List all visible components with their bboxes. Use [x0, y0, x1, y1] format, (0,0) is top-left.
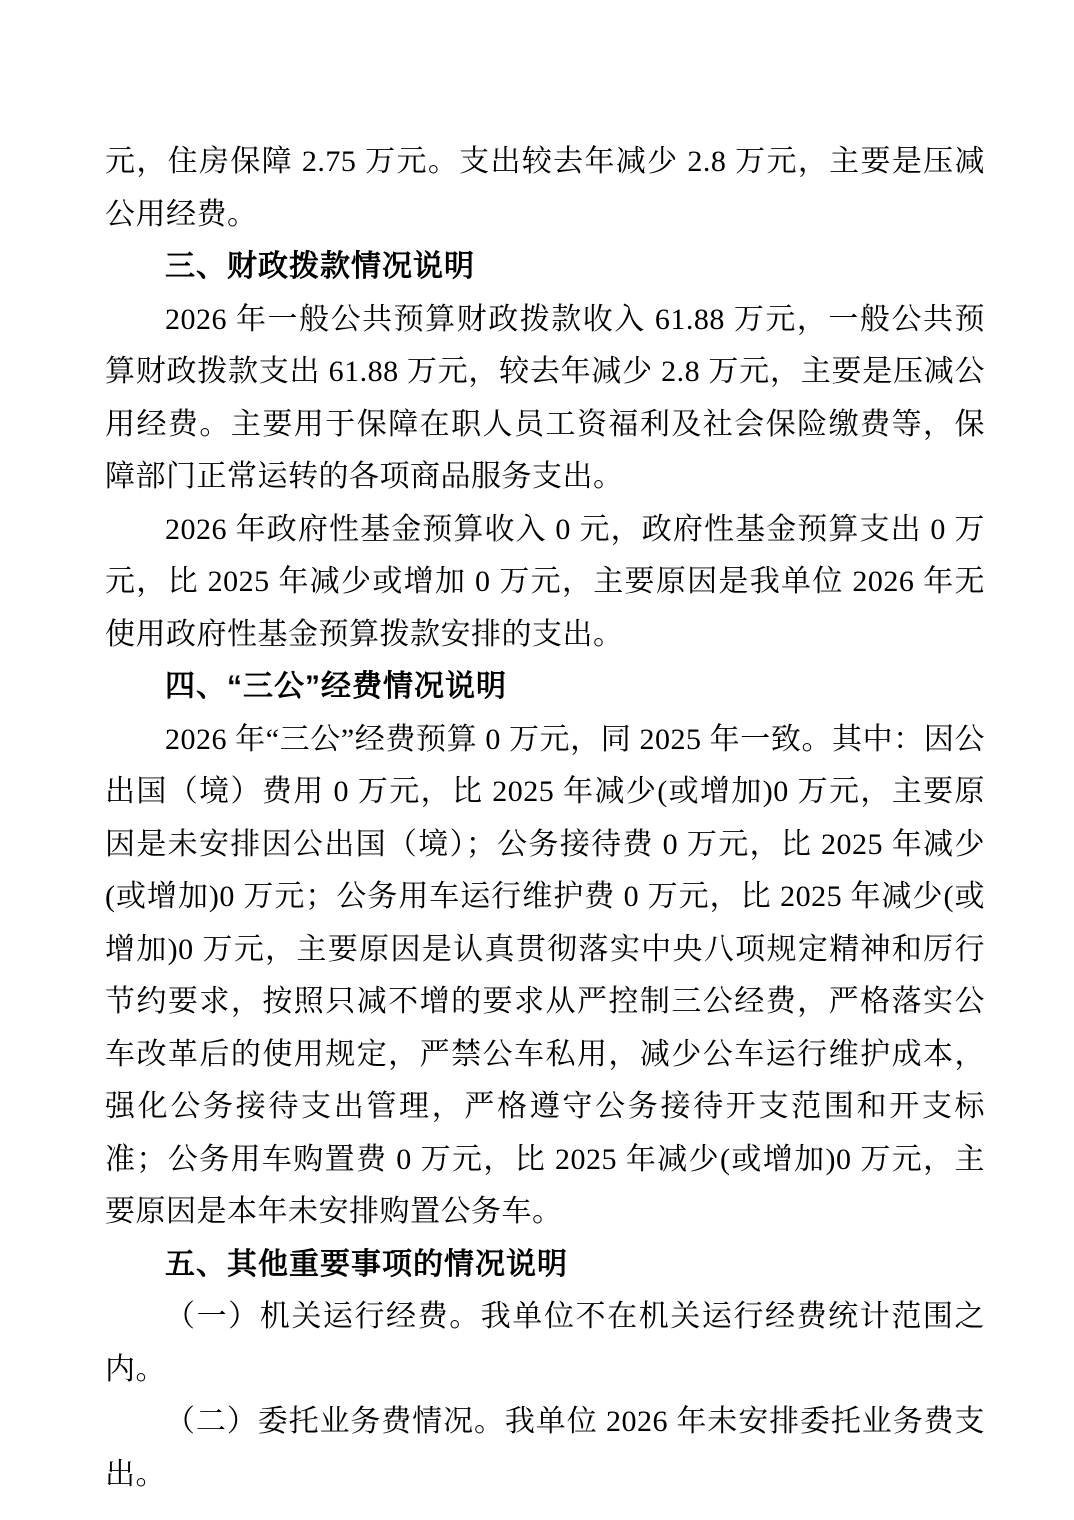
para-three-public-expenses-detail: 2026 年“三公”经费预算 0 万元，同 2025 年一致。其中：因公出国（境）费用 0 万元，比 2025 年减少(或增加)0 万元，主要原因是未安排因公出国（境）；公务接待费 0 万元，比 2025 年减少(或增加)0 万元；公务用车运行维护费 0 万元，比 2025 年减少(或增加)0 万元，主要原因是认真贯彻落实中央八项规定精神和厉行节约要求，按照只减不增的要求从严控制三公经费，严格落实公车改革后的使用规定，严禁公车私用，减少公车运行维护成本，强化公务接待支出管理，严格遵守公务接待开支范围和开支标准；公务用车购置费 0 万元，比 2025 年减少(或增加)0 万元，主要原因是本年未安排购置公务车。 — [105, 722, 985, 1228]
heading-section-five-other-important-matters: 五、其他重要事项的情况说明 — [165, 1247, 568, 1281]
heading-section-three-fiscal-appropriation: 三、财政拨款情况说明 — [165, 250, 475, 283]
para-agency-operating-funds: （一）机关运行经费。我单位不在机关运行经费统计范围之内。 — [105, 1300, 985, 1386]
para-general-public-budget: 2026 年一般公共预算财政拨款收入 61.88 万元，一般公共预算财政拨款支出 61.88 万元，较去年减少 2.8 万元，主要是压减公用经费。主要用于保障在职人员工资福利及社会保险缴费等，保障部门正常运转的各项商品服务支出。 — [105, 302, 985, 493]
para-government-fund-budget: 2026 年政府性基金预算收入 0 元，政府性基金预算支出 0 万元，比 2025 年减少或增加 0 万元，主要原因是我单位 2026 年无使用政府性基金预算拨款安排的支出。 — [105, 512, 985, 651]
heading-section-four-three-public-expenses: 四、“三公”经费情况说明 — [165, 670, 507, 703]
document-content — [105, 0, 985, 1501]
para-entrusted-service-fees: （二）委托业务费情况。我单位 2026 年未安排委托业务费支出。 — [105, 1405, 985, 1491]
para-previous-section-tail: 元，住房保障 2.75 万元。支出较去年减少 2.8 万元，主要是压减公用经费。 — [105, 145, 985, 231]
